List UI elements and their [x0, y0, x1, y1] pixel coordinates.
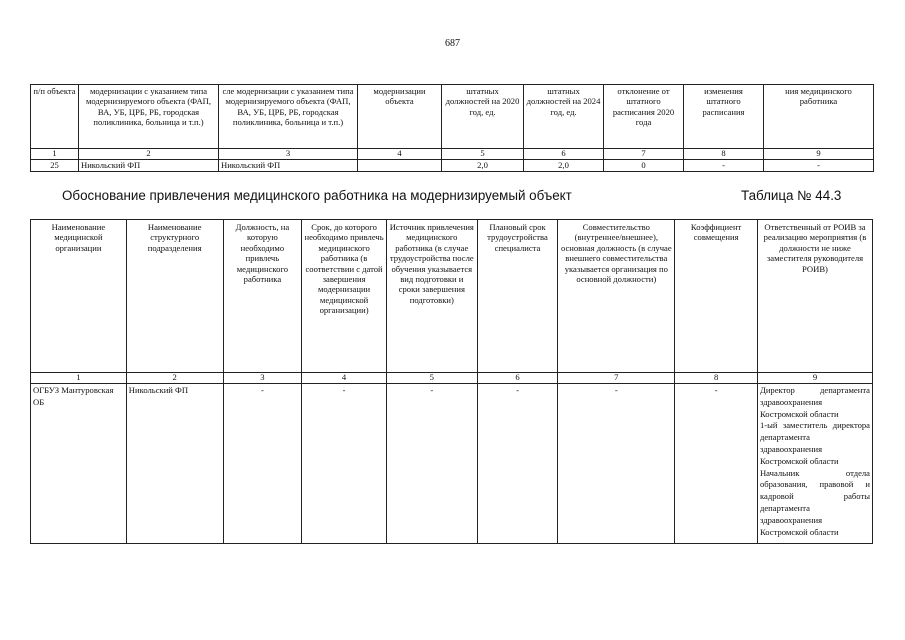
table-cell: - — [477, 384, 558, 544]
header-cell: модернизации с указанием типа модернизируемого объекта (ФАП, ВА, УБ, ЦРБ, РБ, городская поликлиника, больница и т.п.) — [79, 85, 219, 149]
column-number: 6 — [524, 149, 604, 160]
header-cell: Плановый срок трудоустройства специалиста — [477, 220, 558, 373]
header-cell: изменения штатного расписания — [684, 85, 764, 149]
table-cell: - — [223, 384, 302, 544]
table-cell: - — [684, 160, 764, 172]
column-number: 1 — [31, 149, 79, 160]
column-number: 7 — [604, 149, 684, 160]
table-row — [31, 160, 874, 172]
header-cell: сле модернизации с указанием типа модернизируемого объекта (ФАП, ВА, УБ, ЦРБ, РБ, городская поликлиника, больница и т.п.) — [219, 85, 358, 149]
header-cell: ния медицинского работника — [764, 85, 874, 149]
header-cell: штатных должностей на 2024 год, ед. — [524, 85, 604, 149]
table-cell: 25 — [31, 160, 79, 172]
table-cell: ОГБУЗ Мантуровская ОБ — [31, 384, 127, 544]
table-cell — [358, 160, 442, 172]
column-number: 5 — [386, 373, 477, 384]
header-cell: модернизации объекта — [358, 85, 442, 149]
column-number: 8 — [675, 373, 758, 384]
column-number-row — [31, 149, 874, 160]
responsible-official-cell: Директор департамента здравоохранения Костромской области 1-ый заместитель директора департамента здравоохранения Костромской области Начальник отдела образования, правовой и кадровой работы департамента здравоохранения Костромской области — [757, 384, 872, 544]
table-cell: Никольский ФП — [219, 160, 358, 172]
column-number: 3 — [219, 149, 358, 160]
header-cell: Срок, до которого необходимо привлечь медицинского работника (в соответствии с датой завершения модернизации медицинской организации) — [302, 220, 387, 373]
header-cell: Коэффициент совмещения — [675, 220, 758, 373]
header-row — [31, 220, 873, 373]
table-cell: - — [386, 384, 477, 544]
header-cell: Должность, на которую необходимо привлечь медицинского работника — [223, 220, 302, 373]
column-number: 8 — [684, 149, 764, 160]
table-cell: 2,0 — [524, 160, 604, 172]
column-number: 2 — [126, 373, 223, 384]
table-number: Таблица № 44.3 — [741, 188, 842, 203]
continuation-table — [30, 84, 874, 172]
table-cell: - — [302, 384, 387, 544]
header-row — [31, 85, 874, 149]
column-number-row — [31, 373, 873, 384]
table-cell: Никольский ФП — [126, 384, 223, 544]
header-cell: п/п объекта — [31, 85, 79, 149]
table-cell: - — [558, 384, 675, 544]
column-number: 6 — [477, 373, 558, 384]
column-number: 3 — [223, 373, 302, 384]
header-cell: Наименование структурного подразделения — [126, 220, 223, 373]
header-cell: штатных должностей на 2020 год, ед. — [442, 85, 524, 149]
table-cell: 2,0 — [442, 160, 524, 172]
column-number: 5 — [442, 149, 524, 160]
header-cell: отклонение от штатного расписания 2020 года — [604, 85, 684, 149]
column-number: 9 — [764, 149, 874, 160]
column-number: 7 — [558, 373, 675, 384]
page-number: 687 — [445, 38, 460, 49]
table-cell: - — [675, 384, 758, 544]
column-number: 4 — [302, 373, 387, 384]
table-row — [31, 384, 873, 544]
column-number: 2 — [79, 149, 219, 160]
table-cell: 0 — [604, 160, 684, 172]
table-cell: - — [764, 160, 874, 172]
header-cell: Совместительство (внутреннее/внешнее), основная должность (в случае внешнего совместительства указывается организация по основной должности) — [558, 220, 675, 373]
table-title: Обоснование привлечения медицинского работника на модернизируемый объект — [62, 188, 572, 203]
column-number: 4 — [358, 149, 442, 160]
table-cell: Никольский ФП — [79, 160, 219, 172]
column-number: 9 — [757, 373, 872, 384]
header-cell: Наименование медицинской организации — [31, 220, 127, 373]
header-cell: Ответственный от РОИВ за реализацию мероприятия (в должности не ниже заместителя руководителя РОИВ) — [757, 220, 872, 373]
staffing-justification-table — [30, 219, 873, 544]
header-cell: Источник привлечения медицинского работника (в случае трудоустройства после обучения указывается вид подготовки и сроки завершения подготовки) — [386, 220, 477, 373]
column-number: 1 — [31, 373, 127, 384]
